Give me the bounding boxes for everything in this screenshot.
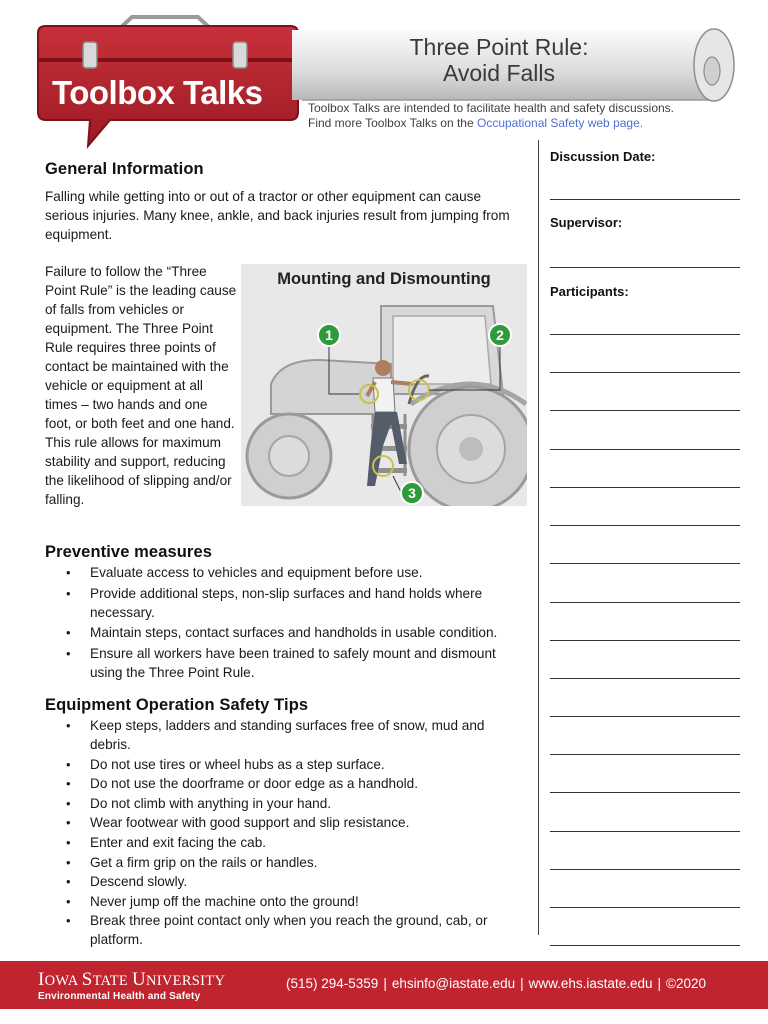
- list-item: • Do not climb with anything in your hand.: [45, 794, 515, 813]
- column-divider: [538, 140, 539, 935]
- website-link[interactable]: www.ehs.iastate.edu: [528, 976, 653, 991]
- intro-line-2: [308, 116, 728, 131]
- department-name: Environmental Health and Safety: [38, 991, 201, 1002]
- participant-line[interactable]: [550, 945, 740, 946]
- email-link[interactable]: ehsinfo@iastate.edu: [391, 976, 516, 991]
- list-item: • Enter and exit facing the cab.: [45, 833, 515, 852]
- participant-line[interactable]: [550, 602, 740, 603]
- intro-text: [308, 101, 728, 131]
- discussion-date-line[interactable]: [550, 199, 740, 200]
- participant-line[interactable]: [550, 563, 740, 564]
- page-title: [318, 34, 680, 86]
- copyright: ©2020: [666, 976, 706, 991]
- participant-line[interactable]: [550, 334, 740, 335]
- participant-line[interactable]: [550, 716, 740, 717]
- marker-1: [318, 324, 340, 346]
- equipment-safety-heading: Equipment Operation Safety Tips: [45, 696, 309, 714]
- figure-title: Mounting and Dismounting: [277, 270, 491, 288]
- list-item: • Never jump off the machine onto the ground!: [45, 892, 515, 911]
- participant-line[interactable]: [550, 410, 740, 411]
- participant-line[interactable]: [550, 907, 740, 908]
- participant-line[interactable]: [550, 449, 740, 450]
- list-item: • Get a firm grip on the rails or handles.: [45, 853, 515, 872]
- list-item: • Break three point contact only when you reach the ground, cab, or platform.: [45, 911, 515, 949]
- tractor-illustration: [241, 264, 527, 506]
- supervisor-label: Supervisor:: [550, 215, 623, 230]
- contact-info: (515) 294-5359 | ehsinfo@iastate.edu | www.ehs.iastate.edu | ©2020: [286, 976, 706, 991]
- discussion-date-label: Discussion Date:: [550, 149, 656, 164]
- participant-line[interactable]: [550, 525, 740, 526]
- participant-line[interactable]: [550, 792, 740, 793]
- marker-3: [401, 482, 423, 504]
- intro-line-1: Toolbox Talks are intended to facilitate health and safety discussions.: [308, 101, 674, 115]
- list-item: • Evaluate access to vehicles and equipment before use.: [45, 563, 515, 582]
- title-line-2: Avoid Falls: [442, 60, 556, 86]
- preventive-measures-list: [45, 563, 515, 683]
- marker-2-label: 2: [496, 327, 504, 343]
- participant-line[interactable]: [550, 640, 740, 641]
- participant-line[interactable]: [550, 831, 740, 832]
- marker-2: [489, 324, 511, 346]
- list-item: • Wear footwear with good support and slip resistance.: [45, 813, 515, 832]
- mounting-figure: [241, 264, 527, 506]
- general-information-heading: General Information: [45, 160, 204, 178]
- general-paragraph-2: Failure to follow the “Three Point Rule” is the leading cause of falls from vehicles or equipment. The Three Point Rule requires three points of contact be maintained with the vehicle or equipment at all times – two hands and one foot, or both feet and one hand. This rule allows for maximum stability and support, reducing the likelihood of slipping and/or falling.: [45, 264, 237, 507]
- participant-line[interactable]: [550, 372, 740, 373]
- occupational-safety-link[interactable]: Occupational Safety web page.: [476, 116, 644, 130]
- participants-label: Participants:: [550, 284, 629, 299]
- participant-line[interactable]: [550, 754, 740, 755]
- phone-number[interactable]: (515) 294-5359: [286, 976, 379, 991]
- list-item: • Ensure all workers have been trained to safely mount and dismount using the Three Point Rule.: [45, 644, 515, 682]
- list-item: • Descend slowly.: [45, 872, 515, 891]
- preventive-measures-heading: Preventive measures: [45, 543, 213, 561]
- participant-line[interactable]: [550, 487, 740, 488]
- university-wordmark: IOWA STATE UNIVERSITY: [38, 969, 226, 990]
- title-line-1: Three Point Rule:: [409, 34, 589, 60]
- marker-3-label: 3: [408, 485, 416, 501]
- intro-prefix: Find more Toolbox Talks on the: [308, 116, 477, 130]
- general-paragraph-1: Falling while getting into or out of a tractor or other equipment can cause serious injuries. Many knee, ankle, and back injuries result from jumping from equipment.: [45, 189, 510, 242]
- list-item: • Do not use the doorframe or door edge as a handhold.: [45, 774, 515, 793]
- marker-1-label: 1: [325, 327, 333, 343]
- participant-line[interactable]: [550, 678, 740, 679]
- list-item: • Maintain steps, contact surfaces and handholds in usable condition.: [45, 623, 515, 642]
- list-item: • Do not use tires or wheel hubs as a step surface.: [45, 755, 515, 774]
- supervisor-line[interactable]: [550, 267, 740, 268]
- footer-bar: [0, 961, 768, 1009]
- equipment-safety-list: [45, 716, 515, 950]
- list-item: • Provide additional steps, non-slip surfaces and hand holds where necessary.: [45, 584, 515, 622]
- logo-text: Toolbox Talks: [52, 74, 263, 111]
- participant-line[interactable]: [550, 869, 740, 870]
- list-item: • Keep steps, ladders and standing surfaces free of snow, mud and debris.: [45, 716, 515, 754]
